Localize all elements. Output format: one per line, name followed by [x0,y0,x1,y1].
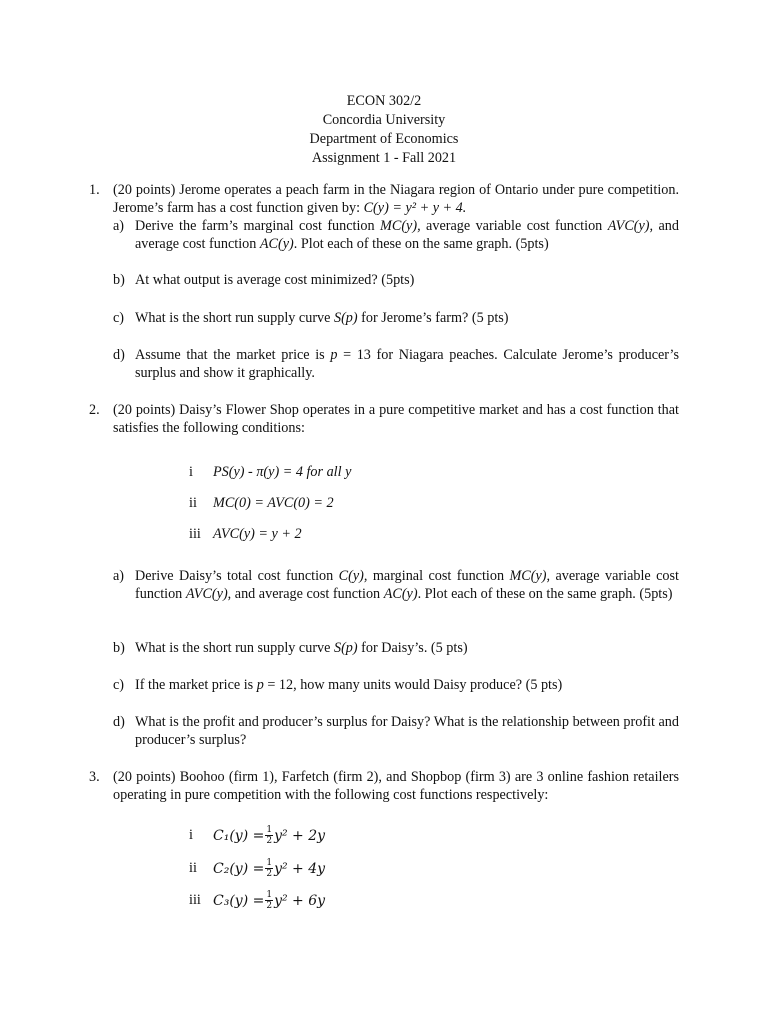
part-label: b) [113,272,125,288]
math-term: AC(y) [259,235,294,252]
equation-label: iii [189,892,201,908]
condition-label: i [189,464,193,480]
fraction-denominator: 2 [266,869,273,879]
condition-i [189,463,351,481]
document-header [0,92,768,168]
question-text: (20 points) Boohoo (firm 1), Farfetch (firm 2), and Shopbop (firm 3) are 3 online fashion retailers operating in pure competition with the following cost functions respectively: [113,769,679,803]
part-label: a) [113,218,125,234]
equation-lhs: C₃(y) = [213,892,265,909]
question-text: (20 points) Jerome operates a peach farm in the Niagara region of Ontario under pure competition. Jerome’s farm has a cost function given by: [113,182,679,216]
university-name: Concordia University [322,112,446,128]
condition-label: ii [189,495,197,511]
equation-lhs: C₁(y) = [213,827,265,844]
equation-label: ii [189,860,197,876]
part-text: and average cost function [135,218,679,252]
condition-iii [189,525,302,543]
condition-text: MC(0) = AVC(0) = 2 [213,495,334,511]
cost-equation-1 [189,825,325,851]
math-term: S(p) [333,310,358,326]
part-text: What is the profit and producer’s surplus for Daisy? What is the relationship between profit and producer’s surplus? [135,714,679,748]
fraction [265,825,273,846]
math-term: p [330,347,338,363]
q1-part-a [113,218,679,253]
part-label: b) [113,640,125,656]
cost-equation-3 [189,890,325,916]
part-label: c) [113,310,125,326]
fraction [265,858,273,879]
condition-label: iii [189,526,201,542]
question-number: 2. [89,402,100,418]
department-name: Department of Economics [309,131,459,147]
part-text: At what output is average cost minimized? (5pts) [135,272,415,288]
part-text: If the market price is [135,677,257,693]
q1-part-b [113,272,679,290]
cost-function: C(y) = y² + y + 4. [363,199,467,216]
math-term: MC(y), [380,218,421,234]
math-term: S(p) [333,640,358,656]
question-number: 3. [89,769,100,785]
part-text: for Daisy’s. (5 pts) [357,640,468,656]
part-text: average variable cost function [135,568,679,602]
part-text: marginal cost function [367,568,510,584]
question-2 [89,402,679,437]
math-term: MC(y), [509,568,551,584]
part-text: average variable cost function [420,218,608,234]
equation-lhs: C₂(y) = [213,860,265,877]
q2-part-d [113,714,679,749]
part-text: for Jerome’s farm? (5 pts) [357,310,509,326]
math-term: AVC(y) [185,585,228,602]
equation-rhs: y² + 2y [274,827,326,844]
question-3 [89,769,679,804]
q2-part-c [113,677,679,695]
equation-label: i [189,827,193,843]
condition-text: AVC(y) = y + 2 [213,526,302,542]
fraction-numerator: 1 [266,890,273,900]
fraction-denominator: 2 [266,901,273,911]
part-text: . Plot each of these on the same graph. (5pts) [417,585,673,602]
part-text: = 13 for Niagara peaches. Calculate Jerome’s producer’s surplus and show it graphically. [135,347,679,381]
q1-part-d [113,347,679,382]
question-1 [89,182,679,217]
q2-part-b [113,640,679,658]
part-text: Derive Daisy’s total cost function [135,568,339,584]
part-text: What is the short run supply curve [135,640,334,656]
part-text: Derive the farm’s marginal cost function [135,218,381,234]
part-text: = 12, how many units would Daisy produce? (5 pts) [263,677,563,693]
fraction-numerator: 1 [266,858,273,868]
question-text: (20 points) Daisy’s Flower Shop operates in a pure competitive market and has a cost function that satisfies the following conditions: [113,402,679,436]
math-term: AC(y) [383,585,418,602]
equation-rhs: y² + 6y [274,892,326,909]
cost-equation-2 [189,858,325,884]
fraction-denominator: 2 [266,836,273,846]
part-label: d) [113,347,125,363]
course-code: ECON 302/2 [346,93,422,109]
part-label: a) [113,568,125,584]
condition-text: PS(y) - π(y) = 4 for all y [213,464,352,480]
q2-part-a [113,568,679,603]
assignment-title: Assignment 1 - Fall 2021 [311,150,457,166]
fraction-numerator: 1 [266,825,273,835]
part-label: d) [113,714,125,730]
math-term: C(y), [338,568,368,584]
part-text: What is the short run supply curve [135,310,334,326]
fraction [265,890,273,911]
part-label: c) [113,677,125,693]
math-term: p [256,677,264,693]
part-text: . Plot each of these on the same graph. (5pts) [293,235,549,252]
math-term: AVC(y), [607,218,654,234]
q1-part-c [113,310,679,328]
part-text: , and average cost function [227,585,384,602]
part-text: Assume that the market price is [135,347,331,363]
question-number: 1. [89,182,100,198]
condition-ii [189,494,334,512]
equation-rhs: y² + 4y [274,860,326,877]
